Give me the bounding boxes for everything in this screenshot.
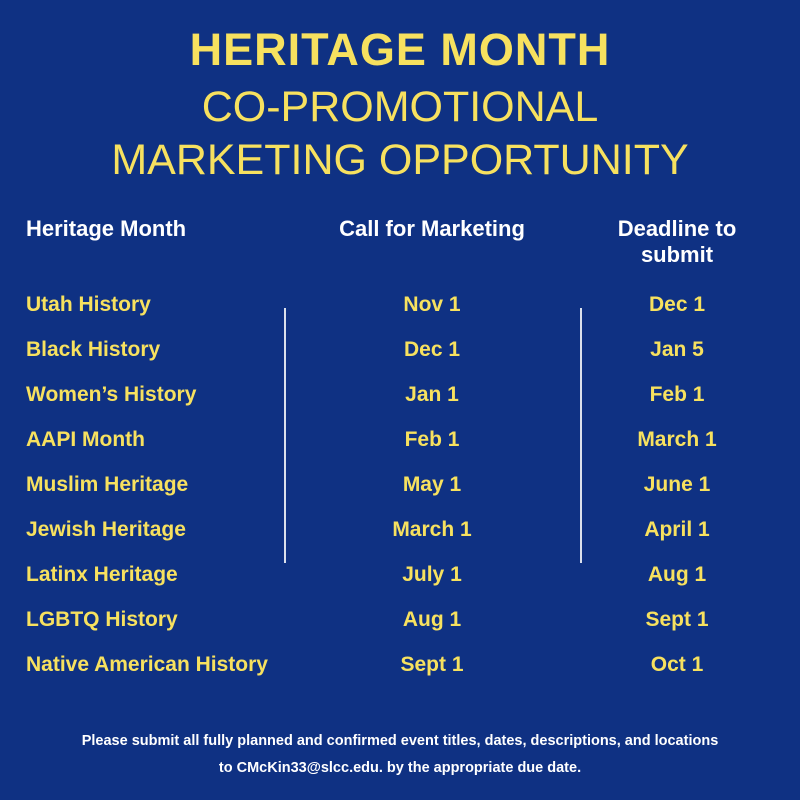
cell-call-for-marketing: Aug 1: [402, 607, 462, 631]
cell-deadline: Oct 1: [650, 652, 704, 676]
heading-title-line-2: CO-PROMOTIONAL: [201, 82, 599, 131]
footer-note: [0, 728, 800, 782]
cell-call-for-marketing: May 1: [402, 472, 462, 496]
cell-deadline: Feb 1: [649, 382, 705, 406]
cell-call-for-marketing: Jan 1: [405, 382, 459, 406]
table-row: [26, 372, 774, 417]
schedule-table: [0, 216, 800, 687]
footer-line-1: Please submit all fully planned and confirmed event titles, dates, descriptions, and locations: [81, 733, 719, 750]
heading-title-line-3: MARKETING OPPORTUNITY: [111, 136, 689, 185]
cell-deadline: Dec 1: [648, 292, 706, 316]
column-divider-1: [284, 308, 286, 563]
cell-call-for-marketing: July 1: [402, 562, 462, 586]
heading-title-line-1: HERITAGE MONTH: [189, 24, 611, 75]
table-row: [26, 282, 774, 327]
cell-call-for-marketing: Feb 1: [404, 427, 460, 451]
cell-deadline: Sept 1: [645, 607, 709, 631]
cell-heritage-month: Latinx Heritage: [26, 562, 178, 586]
table-row: [26, 327, 774, 372]
column-header-deadline-to-submit: Deadline to submit: [617, 216, 737, 268]
cell-heritage-month: LGBTQ History: [26, 607, 178, 631]
column-header-call-for-marketing: Call for Marketing: [339, 216, 525, 242]
cell-deadline: Jan 5: [650, 337, 704, 361]
cell-heritage-month: Black History: [26, 337, 161, 361]
footer-line-2: to CMcKin33@slcc.edu. by the appropriate due date.: [218, 760, 582, 777]
cell-call-for-marketing: March 1: [392, 517, 472, 541]
cell-call-for-marketing: Dec 1: [403, 337, 461, 361]
table-row: [26, 642, 774, 687]
cell-heritage-month: Jewish Heritage: [26, 517, 186, 541]
cell-heritage-month: Women’s History: [26, 382, 197, 406]
table-row: [26, 417, 774, 462]
table-header-row: [26, 216, 774, 282]
cell-heritage-month: Muslim Heritage: [26, 472, 189, 496]
cell-heritage-month: Native American History: [26, 652, 268, 676]
cell-deadline: April 1: [644, 517, 710, 541]
cell-deadline: March 1: [637, 427, 717, 451]
table-row: [26, 597, 774, 642]
table-row: [26, 507, 774, 552]
cell-call-for-marketing: Sept 1: [400, 652, 464, 676]
cell-heritage-month: Utah History: [26, 292, 151, 316]
column-divider-2: [580, 308, 582, 563]
cell-call-for-marketing: Nov 1: [403, 292, 461, 316]
table-row: [26, 462, 774, 507]
cell-deadline: June 1: [643, 472, 711, 496]
table-row: [26, 552, 774, 597]
poster-heading: [0, 0, 800, 188]
cell-deadline: Aug 1: [647, 562, 707, 586]
column-header-heritage-month: Heritage Month: [26, 216, 187, 242]
cell-heritage-month: AAPI Month: [26, 427, 145, 451]
